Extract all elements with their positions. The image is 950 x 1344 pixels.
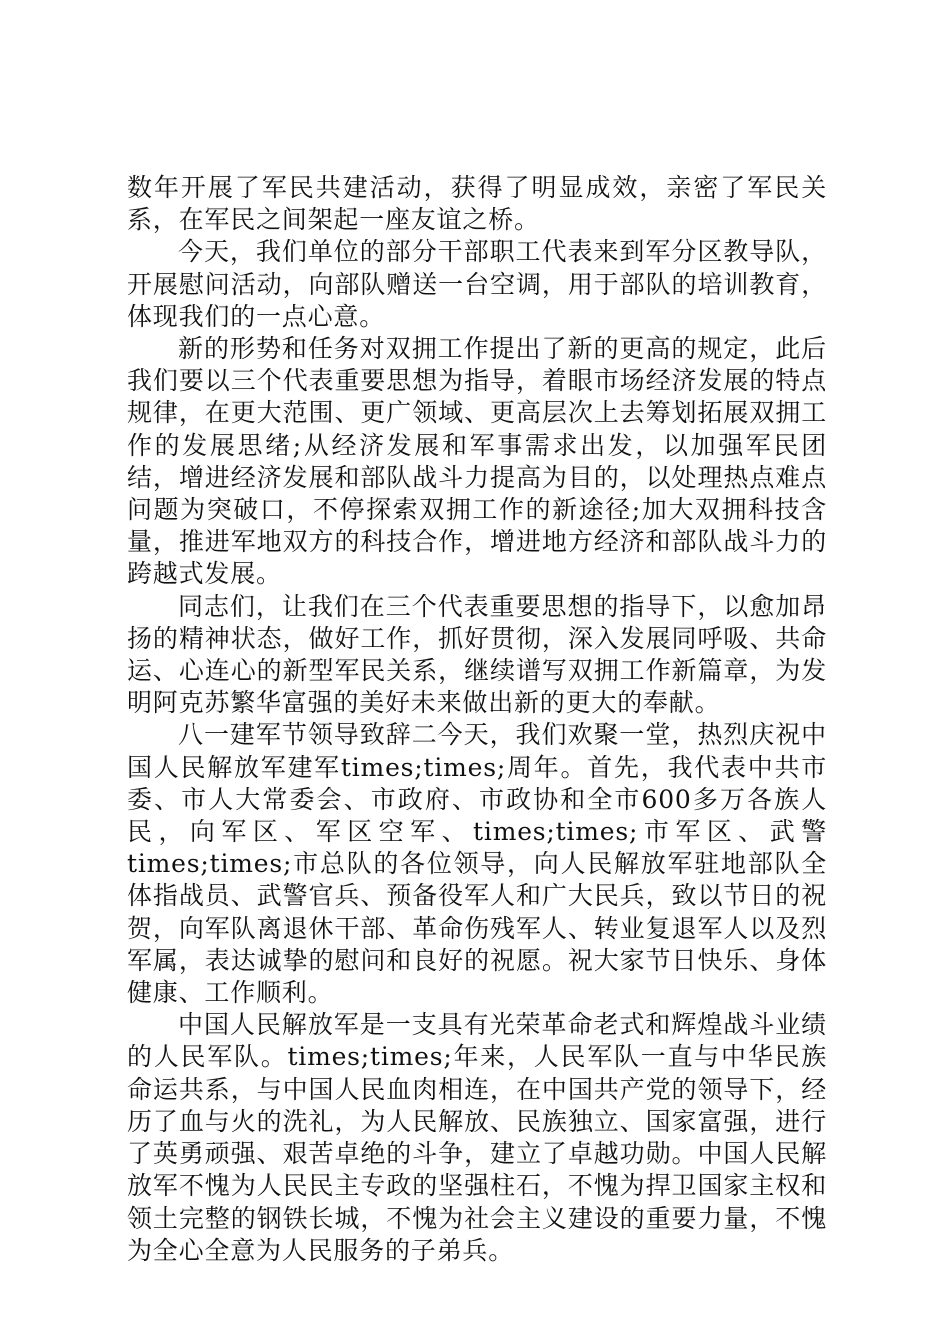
paragraph-continued: 数年开展了军民共建活动，获得了明显成效，亲密了军民关系，在军民之间架起一座友谊之桥。 bbox=[127, 173, 827, 235]
paragraph: 同志们，让我们在三个代表重要思想的指导下，以愈加昂扬的精神状态，做好工作，抓好贯彻，深入发展同呼吸、共命运、心连心的新型军民关系，继续谱写双拥工作新篇章，为发明阿克苏繁华富强的美好未来做出新的更大的奉献。 bbox=[127, 591, 827, 718]
paragraph: 八一建军节领导致辞二今天，我们欢聚一堂，热烈庆祝中国人民解放军建军times;times;周年。首先，我代表中共市委、市人大常委会、市政府、市政协和全市600多万各族人民，向军区、军区空军、times;times;市军区、武警times;times;市总队的各位领导，向人民解放军驻地部队全体指战员、武警官兵、预备役军人和广大民兵，致以节日的祝贺，向军队离退休干部、革命伤残军人、转业复退军人以及烈军属，表达诚挚的慰问和良好的祝愿。祝大家节日快乐、身体健康、工作顺利。 bbox=[127, 720, 827, 1008]
document-body bbox=[127, 172, 827, 1267]
paragraph: 新的形势和任务对双拥工作提出了新的更高的规定，此后我们要以三个代表重要思想为指导，着眼市场经济发展的特点规律，在更大范围、更广领域、更高层次上去筹划拓展双拥工作的发展思绪;从经济发展和军事需求出发，以加强军民团结，增进经济发展和部队战斗力提高为目的，以处理热点难点问题为突破口，不停探索双拥工作的新途径;加大双拥科技含量，推进军地双方的科技合作，增进地方经济和部队战斗力的跨越式发展。 bbox=[127, 334, 827, 589]
paragraph: 今天，我们单位的部分干部职工代表来到军分区教导队，开展慰问活动，向部队赠送一台空调，用于部队的培训教育，体现我们的一点心意。 bbox=[127, 237, 827, 331]
paragraph: 中国人民解放军是一支具有光荣革命老式和辉煌战斗业绩的人民军队。times;times;年来，人民军队一直与中华民族命运共系，与中国人民血肉相连，在中国共产党的领导下，经历了血与火的洗礼，为人民解放、民族独立、国家富强，进行了英勇顽强、艰苦卓绝的斗争，建立了卓越功勋。中国人民解放军不愧为人民民主专政的坚强柱石，不愧为捍卫国家主权和领土完整的钢铁长城，不愧为社会主义建设的重要力量，不愧为全心全意为人民服务的子弟兵。 bbox=[127, 1010, 827, 1265]
